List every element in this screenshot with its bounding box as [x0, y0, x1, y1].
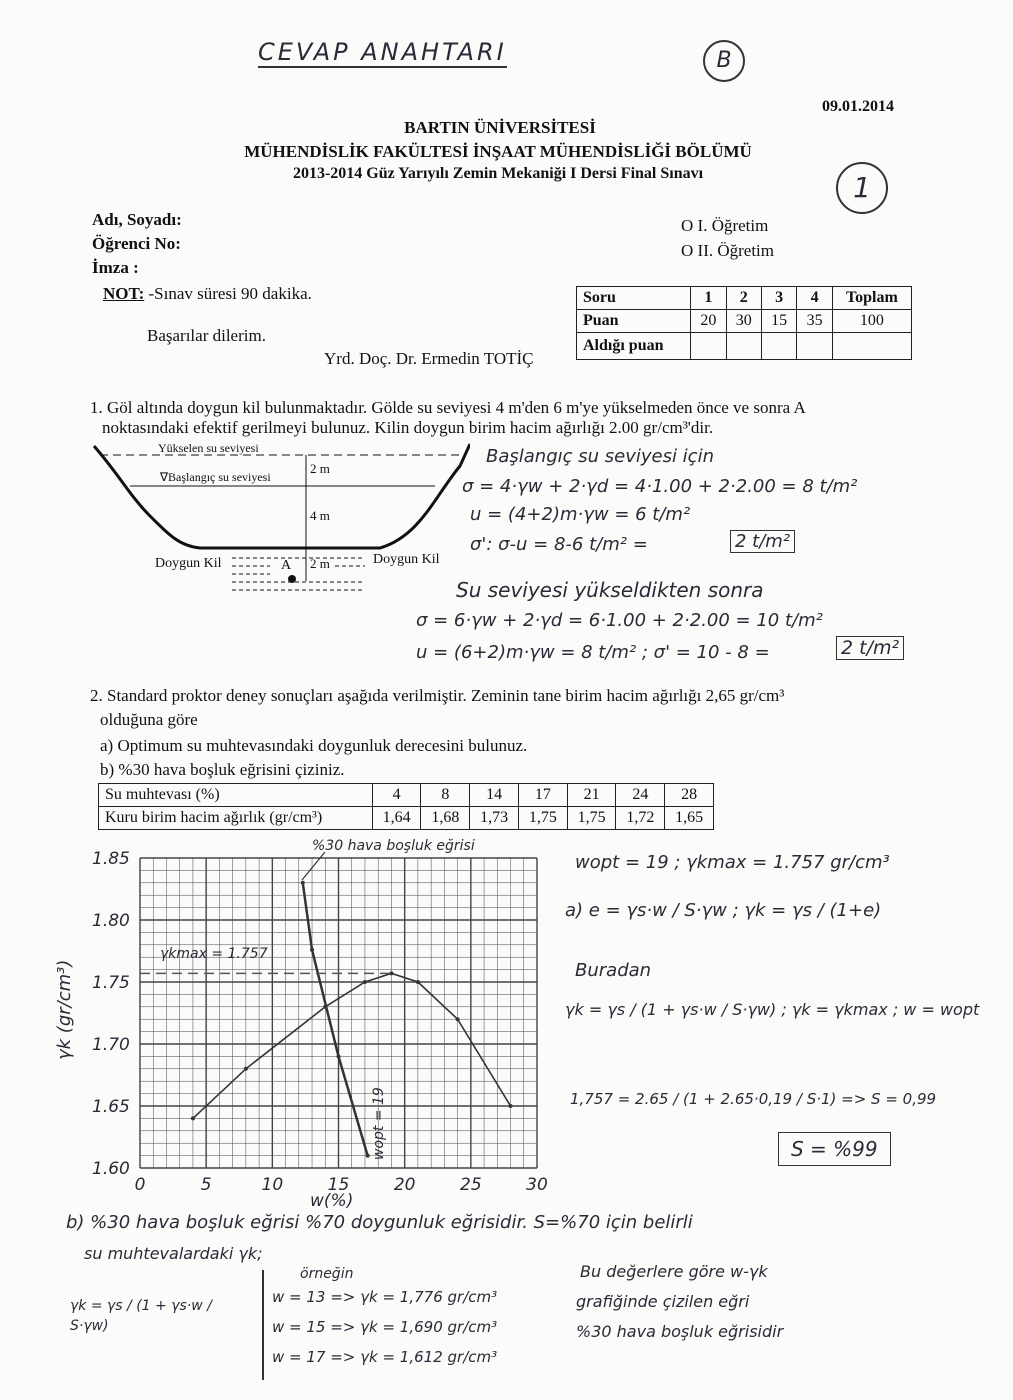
- cell: 1,64: [372, 807, 421, 830]
- cell: 8: [421, 784, 470, 807]
- option-first-education[interactable]: O I. Öğretim: [681, 216, 769, 235]
- q1-answer-line: Başlangıç su seviyesi için: [486, 446, 714, 467]
- exam-title: 2013-2014 Güz Yarıyılı Zemin Mekaniği I Dersi Final Sınavı: [292, 165, 704, 182]
- cell: 24: [616, 784, 665, 807]
- clay-right-label: Doygun Kil: [373, 552, 440, 567]
- depth-4m: 4 m: [310, 508, 330, 523]
- q1-answer-line: u = (6+2)m·γw = 8 t/m² ; σ' = 10 - 8 =: [416, 642, 770, 663]
- rising-water-label: Yükselen su seviyesi: [158, 441, 259, 455]
- data-point: [366, 1154, 370, 1158]
- number-label: Öğrenci No:: [92, 234, 181, 253]
- instructor: Yrd. Doç. Dr. Ermedin TOTİÇ: [324, 349, 534, 368]
- cell: 1: [691, 287, 726, 310]
- cell: 2: [726, 287, 761, 310]
- x-tick-label: 10: [261, 1175, 284, 1195]
- annotation-arrow: [302, 852, 325, 880]
- page-number: 1: [836, 162, 888, 214]
- cell: 1,75: [567, 807, 616, 830]
- x-tick-label: 5: [200, 1175, 212, 1195]
- y-tick-label: 1.70: [92, 1035, 130, 1055]
- cell: 17: [518, 784, 567, 807]
- row-label: Su muhtevası (%): [99, 784, 373, 807]
- q2b-answer-line: w = 17 => γk = 1,612 gr/cm³: [272, 1348, 498, 1366]
- cell: 4: [372, 784, 421, 807]
- faculty: MÜHENDİSLİK FAKÜLTESİ İNŞAAT MÜHENDİSLİĞİ BÖLÜMÜ: [244, 142, 752, 161]
- data-point: [363, 980, 367, 984]
- data-point: [301, 881, 305, 885]
- cell: 20: [691, 310, 726, 333]
- cell: 1,73: [470, 807, 519, 830]
- y-tick-label: 1.65: [92, 1097, 130, 1117]
- depth-clay-2m: 2 m: [310, 556, 330, 571]
- q2-answer-line: wopt = 19 ; γkmax = 1.757 gr/cm³: [575, 852, 890, 873]
- q2-answer-line: γk = γs / (1 + γs·w / S·γw) ; γk = γkmax ; w = wopt: [565, 1000, 980, 1019]
- cell: Toplam: [832, 287, 911, 310]
- q2b-answer-line: %30 hava boşluk eğrisidir: [576, 1322, 784, 1341]
- q2b-answer-line: b) %30 hava boşluk eğrisi %70 doygunluk eğrisidir. S=%70 için belirli: [66, 1212, 693, 1233]
- university: BARTIN ÜNİVERSİTESİ: [404, 118, 596, 137]
- q2b-answer-line: Bu değerlere göre w-γk: [580, 1262, 768, 1281]
- q1-answer-line: u = (4+2)m·γw = 6 t/m²: [470, 504, 691, 525]
- air-void-annotation: %30 hava boşluk eğrisi: [312, 838, 475, 854]
- cell: 4: [797, 287, 832, 310]
- booklet-letter: B: [703, 40, 745, 82]
- note-label: NOT:: [103, 284, 145, 303]
- cell: 30: [726, 310, 761, 333]
- row-label: Kuru birim hacim ağırlık (gr/cm³): [99, 807, 373, 830]
- cell: 28: [665, 784, 714, 807]
- y-axis-label: γk (gr/cm³): [54, 959, 75, 1060]
- data-point: [337, 1054, 341, 1058]
- data-point: [456, 1017, 460, 1021]
- data-point: [509, 1104, 513, 1108]
- q1-answer-line: σ': σ-u = 8-6 t/m² =: [470, 534, 648, 555]
- data-point: [191, 1116, 195, 1120]
- x-axis-label: w(%): [310, 1191, 354, 1211]
- q2-part-a: a) Optimum su muhtevasındaki doygunluk derecesini bulunuz.: [100, 736, 528, 755]
- wopt-annotation: wopt = 19: [371, 1087, 387, 1160]
- signature-label: İmza :: [92, 258, 139, 277]
- cell: 1,75: [518, 807, 567, 830]
- depth-2m: 2 m: [310, 461, 330, 476]
- x-tick-label: 20: [393, 1175, 416, 1195]
- note-text: -Sınav süresi 90 dakika.: [148, 284, 312, 303]
- point-a-label: A: [281, 558, 292, 573]
- data-point: [416, 980, 420, 984]
- cell: 15: [761, 310, 796, 333]
- cell: Soru: [577, 287, 691, 310]
- cell: 3: [761, 287, 796, 310]
- q1-answer-line: σ = 4·γw + 2·γd = 4·1.00 + 2·2.00 = 8 t/m²: [462, 476, 858, 497]
- q1-result-2: 2 t/m²: [836, 636, 904, 660]
- q1-text-2: noktasındaki efektif gerilmeyi bulunuz. Kilin doygun birim hacim ağırlığı 2.00 gr/cm³'dir.: [102, 418, 714, 437]
- q2-answer-line: a) e = γs·w / S·γw ; γk = γs / (1+e): [565, 900, 882, 921]
- q2-text: 2. Standard proktor deney sonuçları aşağıda verilmiştir. Zeminin tane birim hacim ağırlığı 2,65 gr/cm³: [90, 686, 785, 705]
- y-tick-label: 1.85: [92, 849, 130, 869]
- cell: 21: [567, 784, 616, 807]
- cell: Aldığı puan: [577, 333, 691, 360]
- name-label: Adı, Soyadı:: [92, 210, 182, 229]
- cell: 1,68: [421, 807, 470, 830]
- y-tick-label: 1.75: [92, 973, 130, 993]
- good-luck: Başarılar dilerim.: [147, 326, 266, 345]
- q2b-answer-line: örneğin: [300, 1266, 354, 1282]
- x-tick-label: 0: [134, 1175, 146, 1195]
- saturation-result: S = %99: [778, 1132, 891, 1166]
- q1-answer-line: Su seviyesi yükseldikten sonra: [456, 578, 764, 602]
- answer-key-title: CEVAP ANAHTARI: [258, 38, 507, 66]
- q2b-formula: γk = γs / (1 + γs·w / S·γw): [70, 1298, 212, 1334]
- gkmax-annotation: γkmax = 1.757: [160, 946, 268, 962]
- q1-answer-line: σ = 6·γw + 2·γd = 6·1.00 + 2·2.00 = 10 t/m²: [416, 610, 823, 631]
- exam-date: 09.01.2014: [822, 98, 894, 115]
- q1-result-1: 2 t/m²: [730, 530, 795, 553]
- q2-answer-line: 1,757 = 2.65 / (1 + 2.65·0,19 / S·1) => S = 0,99: [570, 1090, 937, 1108]
- cell: 35: [797, 310, 832, 333]
- data-point: [310, 948, 314, 952]
- x-tick-label: 25: [460, 1175, 482, 1195]
- option-second-education[interactable]: O II. Öğretim: [681, 241, 775, 260]
- q2b-answer-line: w = 15 => γk = 1,690 gr/cm³: [272, 1318, 498, 1336]
- q2-text-2: olduğuna göre: [100, 710, 198, 729]
- cell: 14: [470, 784, 519, 807]
- cell: 100: [832, 310, 911, 333]
- cell: 1,65: [665, 807, 714, 830]
- x-tick-label: 15: [327, 1175, 350, 1195]
- q1-text: 1. Göl altında doygun kil bulunmaktadır. Gölde su seviyesi 4 m'den 6 m'ye yükselmeden önce ve sonra A: [90, 398, 806, 417]
- q2-answer-line: Buradan: [575, 960, 652, 981]
- q2b-answer-line: su muhtevalardaki γk;: [84, 1244, 263, 1263]
- q2-part-b: b) %30 hava boşluk eğrisini çiziniz.: [100, 760, 345, 779]
- cell: Puan: [577, 310, 691, 333]
- cell: 1,72: [616, 807, 665, 830]
- x-tick-label: 30: [526, 1175, 548, 1195]
- y-tick-label: 1.60: [92, 1159, 130, 1179]
- initial-water-label: ∇Başlangıç su seviyesi: [160, 470, 271, 484]
- clay-left-label: Doygun Kil: [155, 556, 222, 571]
- y-tick-label: 1.80: [92, 911, 130, 931]
- q2b-answer-line: w = 13 => γk = 1,776 gr/cm³: [272, 1288, 498, 1306]
- q2b-answer-line: grafiğinde çizilen eğri: [576, 1292, 750, 1311]
- data-point: [244, 1067, 248, 1071]
